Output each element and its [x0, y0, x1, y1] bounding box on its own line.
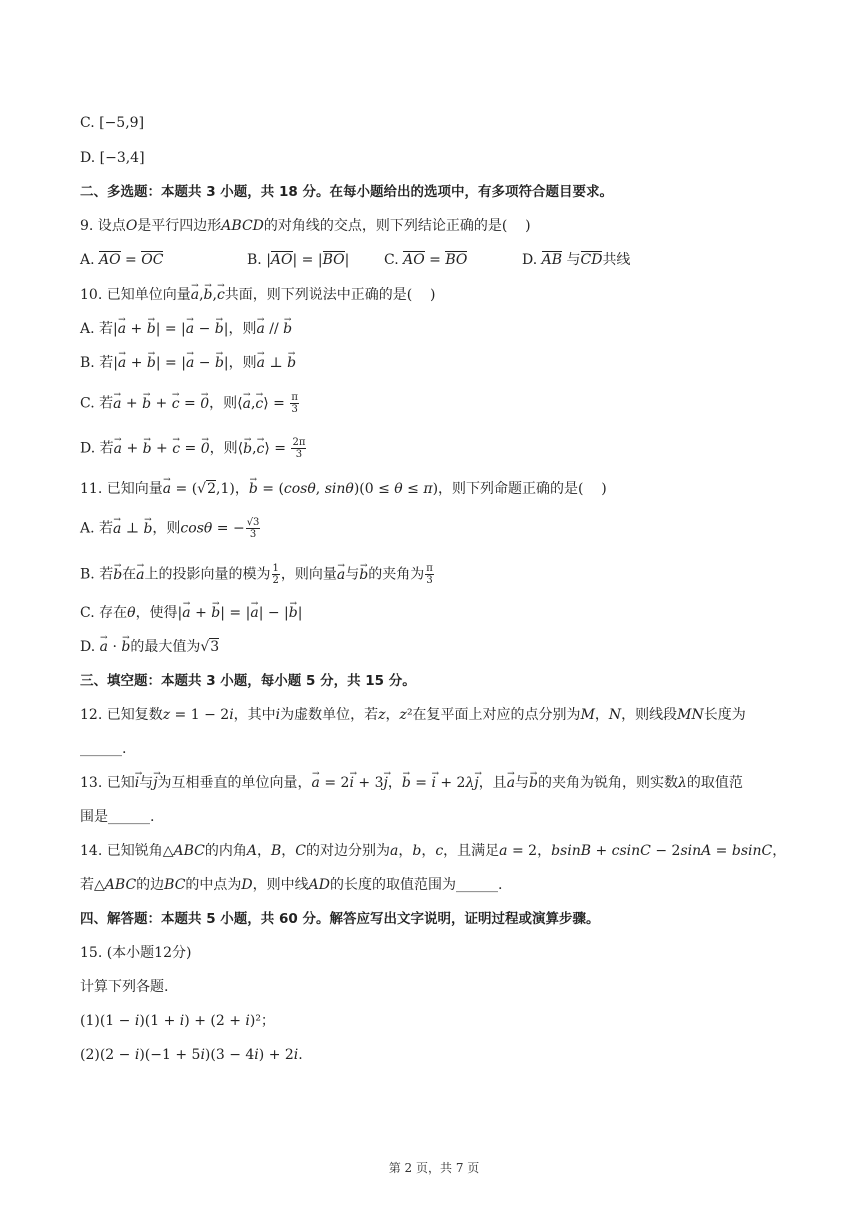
q12-blank: ______.: [80, 741, 127, 757]
q9-option-c: C. AO = BO: [384, 252, 468, 268]
q10-option-b: B. 若|→ a + → b| = |→ a − → b|，则→ a ⊥ → b: [80, 353, 296, 373]
q14-text-end: 若△ABC的边BC的中点为D，则中线AD的长度的取值范围为______.: [80, 877, 503, 893]
q10-option-c: C. 若→ a + → b + → c = → 0，则⟨→ a,→ c⟩ = $\frac{\pi}{3}$: [80, 392, 300, 415]
q14-text: 14. 已知锐角△ABC的内角A，B，C的对边分别为a，b，c，且满足a = 2，bsinB + csinC − 2sinA = bsinC，: [80, 843, 787, 859]
q9-option-b: B. |AO| = |BO|: [247, 252, 350, 268]
q15-intro: 计算下列各题.: [80, 979, 169, 995]
option-d-prev: D. [−3,4]: [80, 150, 145, 166]
option-c-prev: C. [−5,9]: [80, 115, 145, 131]
q9-stem: 9. 设点O是平行四边形ABCD的对角线的交点，则下列结论正确的是( ): [80, 218, 531, 234]
q11-option-a: A. 若→ a ⊥ → b，则cosθ = − $\frac{√3}{3}$: [80, 517, 261, 540]
q11-option-c: C. 存在θ，使得|→ a + → b| = |→ a| − |→ b|: [80, 603, 302, 623]
section-4-heading: 四、解答题：本题共 5 小题，共 60 分。解答应写出文字说明，证明过程或演算步骤。: [80, 911, 600, 927]
q10-option-a: A. 若|→ a + → b| = |→ a − → b|，则→ a // → b: [80, 319, 292, 339]
q9-option-d: D. AB 与CD共线: [522, 252, 631, 268]
q10-option-d: D. 若→ a + → b + → c = → 0，则⟨→ b,→ c⟩ = $\frac{2\pi}{3}$: [80, 437, 307, 460]
section-2-heading: 二、多选题：本题共 3 小题，共 18 分。在每小题给出的选项中，有多项符合题目要求。: [80, 184, 613, 200]
q15-part-2: (2)(2 − i)(−1 + 5i)(3 − 4i) + 2i.: [80, 1047, 303, 1063]
q12-text: 12. 已知复数z = 1 − 2i，其中i为虚数单位，若z，z²在复平面上对应的点分别为M，N，则线段MN长度为: [80, 707, 746, 723]
q11-stem: 11. 已知向量→ a = (√2,1)，→ b = (cosθ, sinθ)(0 ≤ θ ≤ π)，则下列命题正确的是( ): [80, 479, 607, 499]
q9-option-a: A. AO = OC: [80, 252, 164, 268]
q11-option-d: D. → a · → b的最大值为√3: [80, 637, 219, 657]
q11-option-b: B. 若→ b在→ a上的投影向量的模为 $\frac{1}{2}$ ，则向量→ a与→ b的夹角为 $\frac{\pi}{3}$: [80, 563, 435, 586]
q10-stem: 10. 已知单位向量→ a,→ b,→ c共面，则下列说法中正确的是( ): [80, 285, 436, 305]
q13-blank: 围是______.: [80, 809, 155, 825]
q15-part-1: (1)(1 − i)(1 + i) + (2 + i)²；: [80, 1013, 275, 1029]
section-3-heading: 三、填空题：本题共 3 小题，每小题 5 分，共 15 分。: [80, 673, 416, 689]
q13-text: 13. 已知→ i与→ j为互相垂直的单位向量，→ a = 2→ i + 3→ j，→ b = → i + 2λ→ j，且→ a与→ b的夹角为锐角，则实数λ的取值范: [80, 773, 743, 793]
q15-heading: 15. (本小题12分): [80, 945, 192, 961]
page-footer: 第 2 页，共 7 页: [388, 1161, 480, 1175]
